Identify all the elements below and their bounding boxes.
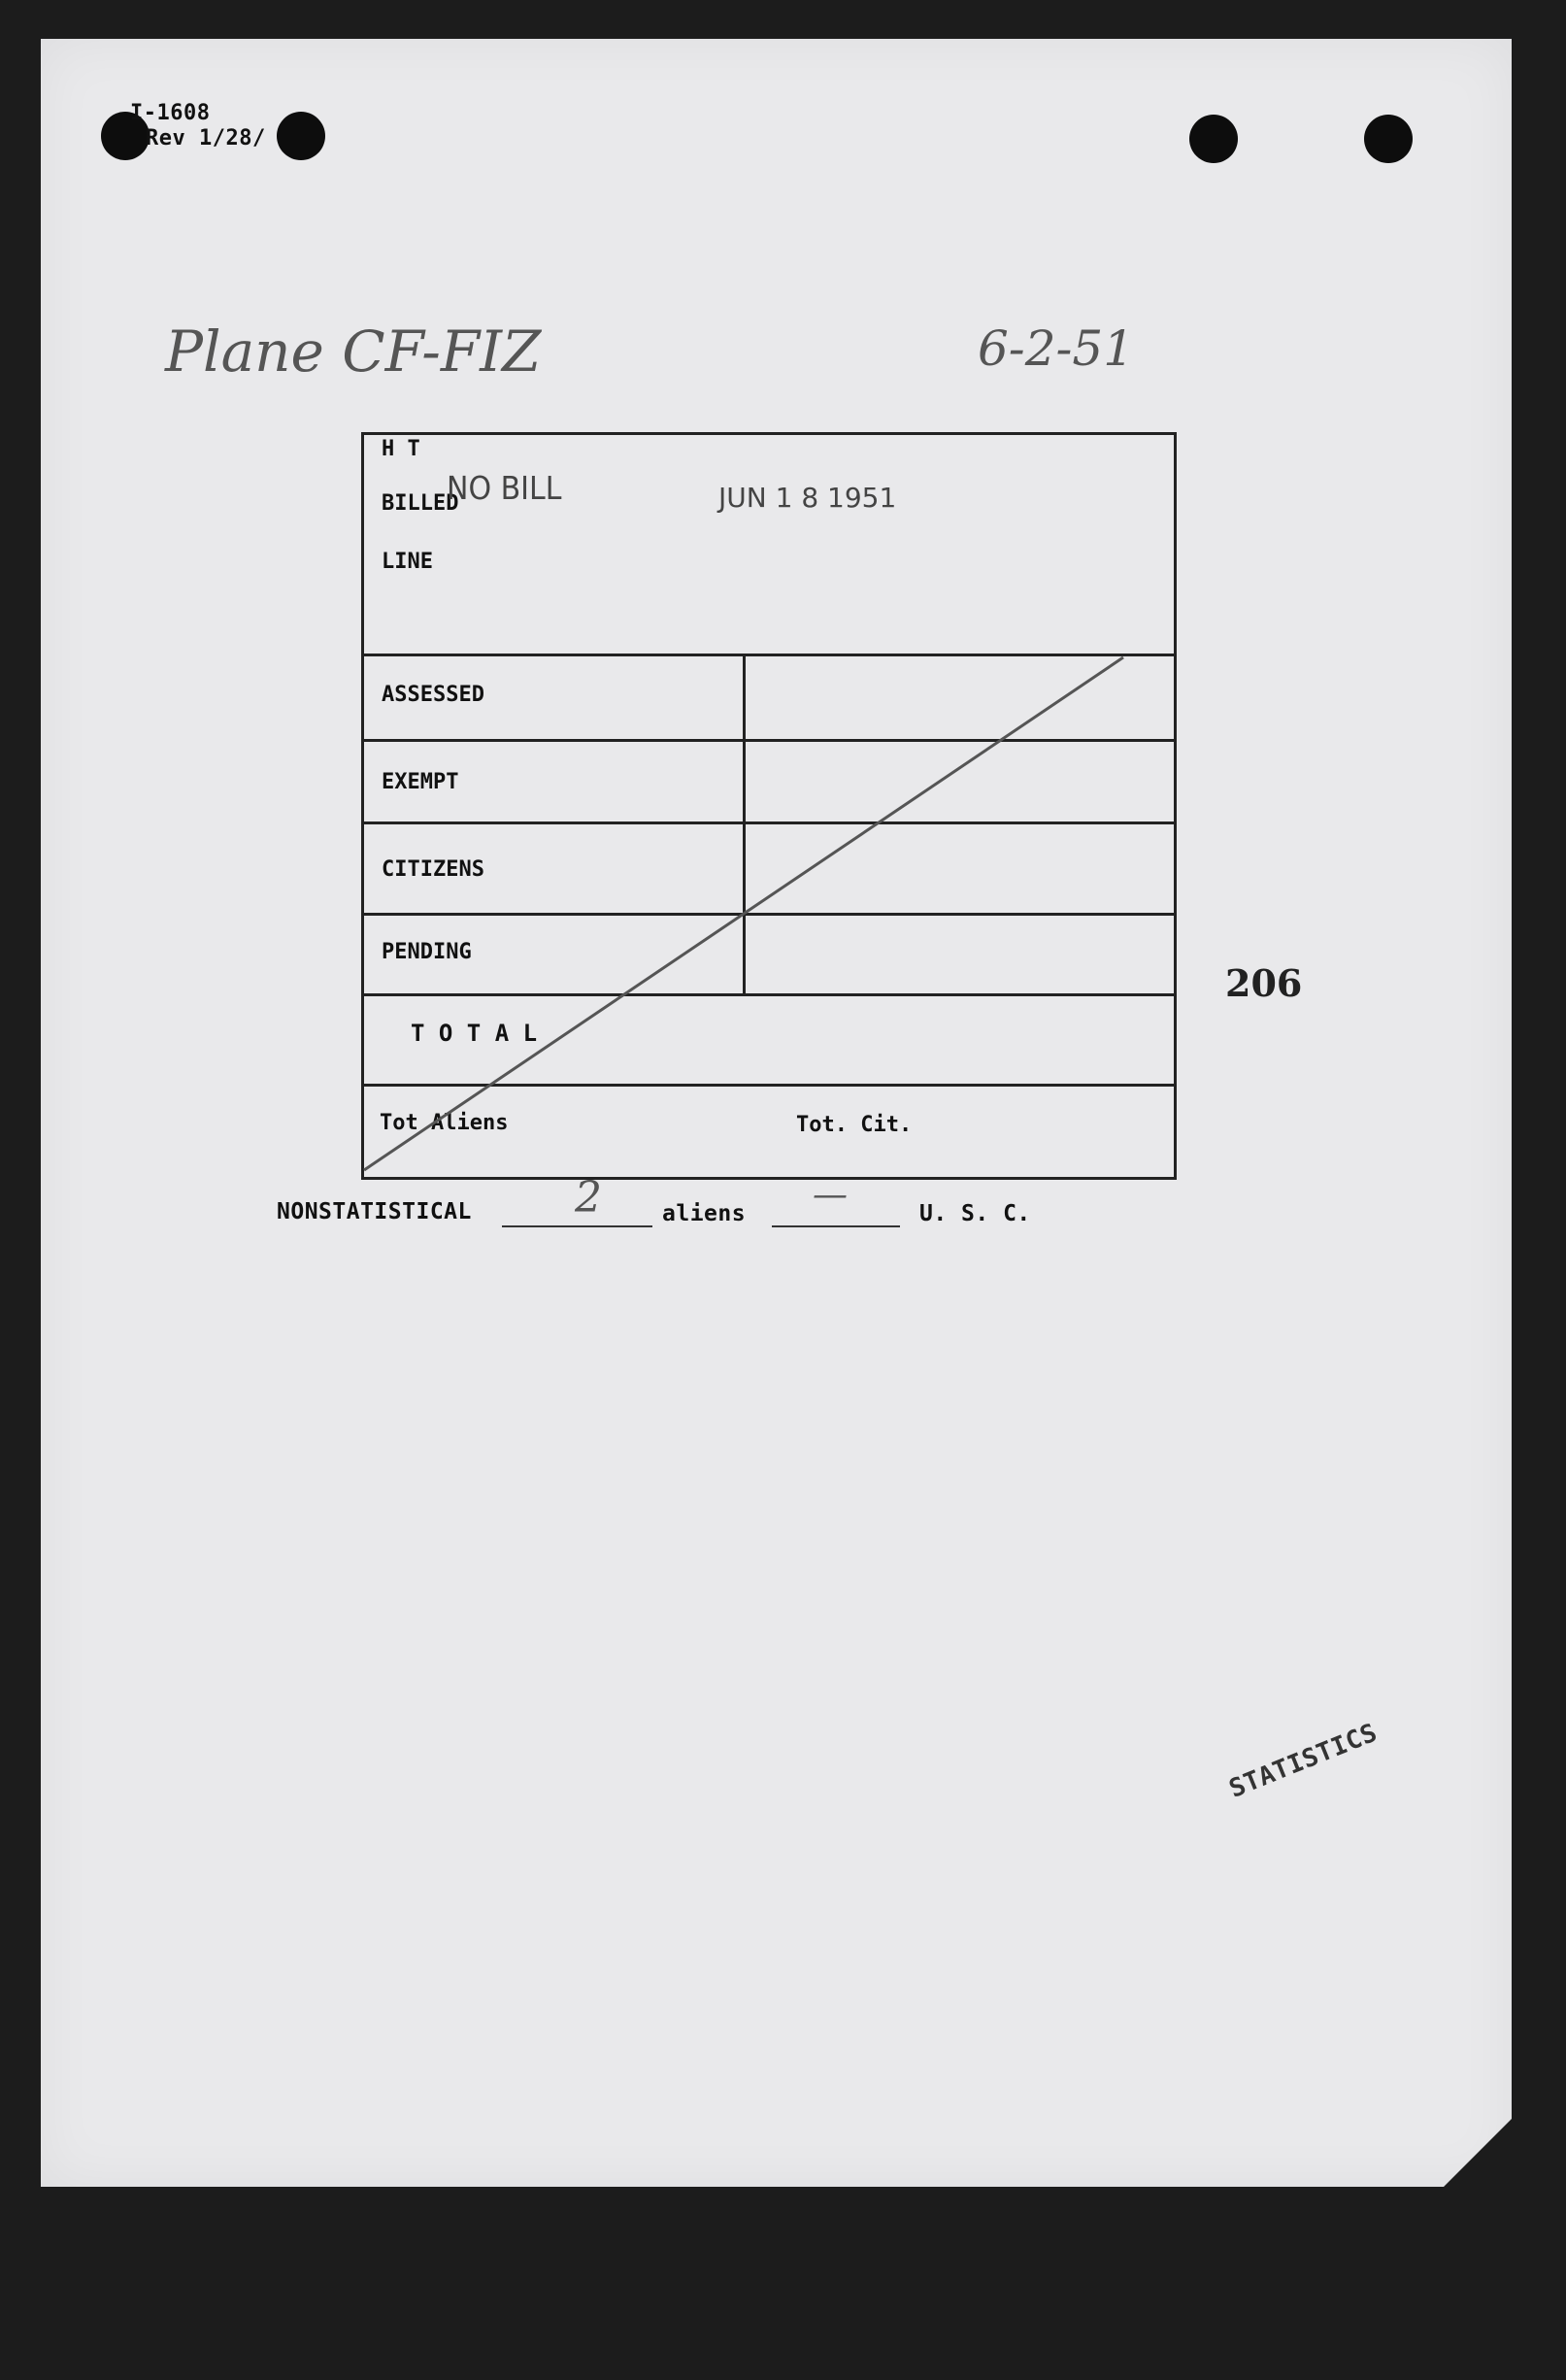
pending-label: PENDING xyxy=(382,940,472,964)
date-stamp: JUN 1 8 1951 xyxy=(718,482,897,514)
form-revision: Rev 1/28/ xyxy=(146,126,266,151)
usc-count: — xyxy=(813,1175,848,1215)
corner-fold xyxy=(1444,2119,1512,2187)
exempt-label: EXEMPT xyxy=(382,770,459,794)
nonstatistical-label: NONSTATISTICAL xyxy=(277,1199,472,1224)
total-label: T O T A L xyxy=(411,1020,538,1047)
citizens-label: CITIZENS xyxy=(382,857,484,882)
underline-aliens xyxy=(502,1225,652,1227)
handwritten-plane: Plane CF-FIZ xyxy=(165,318,542,385)
aliens-label: aliens xyxy=(662,1201,747,1226)
form-table xyxy=(361,432,1177,1180)
punch-hole-right xyxy=(1189,115,1238,163)
aliens-count: 2 xyxy=(575,1173,602,1223)
punch-hole-left-2 xyxy=(277,112,325,160)
ht-label: H T xyxy=(382,437,420,461)
form-page xyxy=(41,39,1512,2187)
underline-usc xyxy=(772,1225,900,1227)
usc-label: U. S. C. xyxy=(919,1201,1031,1226)
tot-cit-label: Tot. Cit. xyxy=(796,1113,913,1137)
margin-number: 206 xyxy=(1225,961,1303,1005)
tot-aliens-label: Tot Aliens xyxy=(380,1111,509,1135)
line-label: LINE xyxy=(382,550,433,574)
assessed-label: ASSESSED xyxy=(382,683,484,707)
billed-label: BILLED xyxy=(382,491,459,516)
no-bill-stamp: NO BILL xyxy=(447,470,562,508)
handwritten-date: 6-2-51 xyxy=(978,320,1135,377)
diagonal-cancel-line xyxy=(361,432,1177,1180)
form-number: I-1608 xyxy=(130,101,211,125)
punch-hole-right-2 xyxy=(1364,115,1413,163)
statistics-stamp: STATISTICS xyxy=(1225,1718,1383,1804)
